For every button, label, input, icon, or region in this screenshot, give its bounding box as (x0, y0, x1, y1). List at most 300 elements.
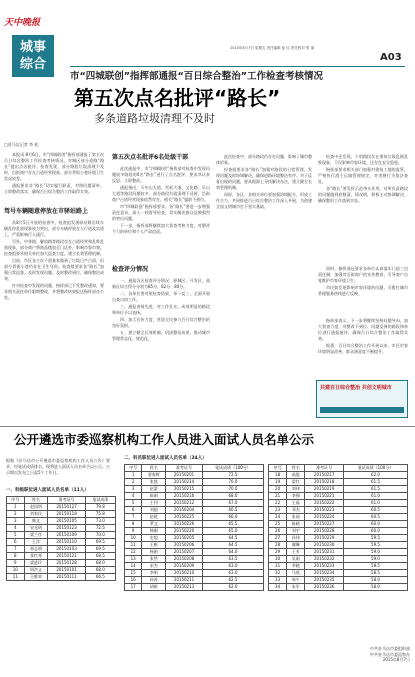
table-row (125, 521, 264, 528)
table-cell: 19 (269, 479, 287, 486)
col1-para: 另外，中华路、解放路等路段存在占道经营和乱堆乱放现象，部分商户将商品摆放至门店外，影响市容市貌。检查组要求相关单位加大巡查力度，建立长效管理机制。 (4, 239, 104, 256)
table-row (269, 479, 408, 486)
table-cell: 20150230 (305, 542, 344, 549)
table-cell: 32 (269, 570, 287, 577)
table-row (125, 577, 264, 584)
table-cell: 69.5 (85, 539, 115, 546)
table-cell: 20150223 (305, 507, 344, 514)
table-cell: 裴春辉 (142, 472, 166, 479)
table-cell: 韩刚 (142, 528, 166, 535)
table-cell: 梁进玲 (24, 560, 48, 567)
col2-body2 (112, 278, 210, 420)
table-cell: 20150201 (166, 472, 203, 479)
table-cell: 66.5 (85, 574, 115, 581)
table-cell: 6 (125, 507, 142, 514)
col5-para: 同时，指挥部还要求各单位认真落实门前三包责任制，加强对沿街商户的宣传教育，引导商户自觉维护市容环境卫生。 (318, 266, 408, 283)
table-cell: 66.5 (202, 507, 263, 514)
table-row (7, 539, 116, 546)
col2-subhead2: 检查评分情况 (112, 266, 149, 273)
page-number: A03 (380, 52, 402, 63)
col3-para: 同时，各区、各相关单位要加强协调配合，形成工作合力，共同推进百日综合整治工作深入开展，为创建全国文明城市打下坚实基础。 (216, 192, 312, 209)
table-cell: 10 (125, 535, 142, 542)
table-cell: 17 (125, 584, 142, 591)
table-cell: 刘超 (142, 507, 166, 514)
table-row (269, 486, 408, 493)
rule-top (70, 66, 405, 67)
table-cell: 1 (125, 472, 142, 479)
table-cell: 20150211 (166, 577, 203, 584)
table-cell: 20150204 (166, 507, 203, 514)
table-cell: 20150221 (305, 493, 344, 500)
table-cell: 20150210 (166, 570, 203, 577)
table2-col: 姓名 (142, 465, 166, 472)
table-cell: 20150225 (166, 514, 203, 521)
table-cell: 谢琳 (287, 542, 305, 549)
table-cell: 梁兰彦 (24, 532, 48, 539)
table-cell: 20150207 (166, 549, 203, 556)
table-row (7, 532, 116, 539)
table-cell: 3 (7, 518, 25, 525)
table-cell: 孙涛 (142, 577, 166, 584)
table-cell: 69.5 (85, 546, 115, 553)
bottom-right-para: 据悉，百日综合整治工作开展以来，市区市容环境明显改善，群众满意度不断提升。 (318, 343, 408, 354)
table-cell: 7 (125, 514, 142, 521)
table-cell: 宋杰 (142, 563, 166, 570)
table-cell: 20150121 (48, 553, 85, 560)
table1-col: 姓名 (24, 497, 48, 504)
logo: 天中晚报 (4, 18, 41, 28)
col1-body (4, 152, 104, 210)
table-cell: 70.0 (202, 486, 263, 493)
table-cell: 陈刚 (142, 493, 166, 500)
table-cell: 20150110 (48, 539, 85, 546)
table-cell: 26 (269, 528, 287, 535)
table-row (125, 528, 264, 535)
col2-para: 下一步，指挥部将继续加大督查考核力度，对整改不力的单位和个人严肃追责。 (112, 223, 210, 234)
table-cell: 72.5 (85, 525, 115, 532)
table-cell: 60.0 (344, 521, 408, 528)
table-cell: 63.5 (202, 556, 263, 563)
table-row (125, 507, 264, 514)
table-cell: 10 (7, 567, 25, 574)
table-cell: 胡新 (142, 584, 166, 591)
table-cell: 马欣 (287, 570, 305, 577)
table2-col: 序号 (269, 465, 287, 472)
table2-col: 笔试成绩（100分） (344, 465, 408, 472)
table-cell: 杨娟 (142, 549, 166, 556)
table-cell: 20150213 (166, 584, 203, 591)
table-row (7, 567, 116, 574)
table-cell: 64.5 (202, 542, 263, 549)
col1-para: 针对检查中发现的问题，指挥部已下发整改通知，要求相关责任单位限期整改，并将整改结果报送指挥部办公室。 (4, 283, 104, 300)
table-row (125, 535, 264, 542)
table-cell: 20150209 (166, 563, 203, 570)
table-cell: 59.0 (344, 556, 408, 563)
table-cell: 68.0 (85, 567, 115, 574)
table-cell: 3 (125, 486, 142, 493)
table-cell: 22 (269, 500, 287, 507)
table-cell: 20150217 (305, 472, 344, 479)
table-cell: 20150216 (166, 493, 203, 500)
table-cell: 20150235 (305, 577, 344, 584)
table-cell: 李明 (142, 570, 166, 577)
table-row (125, 542, 264, 549)
col1-para: 从8月5日开展的检查中，检查组发现驿站路沿线车辆乱停乱放现象较为突出，部分车辆停放在人行道及盲道上，严重影响行人通行。 (4, 220, 104, 237)
table-cell: 72.5 (202, 472, 263, 479)
table-cell: 61.0 (344, 493, 408, 500)
section-label: 城事综合 (19, 40, 46, 72)
table-cell: 2 (125, 479, 142, 486)
table-row (269, 563, 408, 570)
table-cell: 75.8 (85, 511, 115, 518)
table-cell: 27 (269, 535, 287, 542)
table-cell: 31 (269, 563, 287, 570)
table-cell: 韩文 (24, 518, 48, 525)
table-cell: 62.0 (344, 472, 408, 479)
table-cell: 20150111 (48, 574, 85, 581)
table-row (125, 549, 264, 556)
table2-header (125, 465, 264, 472)
table-cell: 63.0 (202, 570, 263, 577)
table-cell: 20150103 (48, 546, 85, 553)
table-cell: 20150215 (166, 486, 203, 493)
footer-sign-line: 中共驻马店市委组织部 (370, 646, 410, 651)
table-cell: 79.8 (85, 504, 115, 511)
table-row (269, 507, 408, 514)
table-cell: 68.5 (85, 553, 115, 560)
col2-para: 四、加大宣传力度，营造全民参与百日综合整治的良好氛围。 (112, 317, 210, 328)
table-cell: 70.0 (202, 479, 263, 486)
table-cell: 张红琴 (24, 553, 48, 560)
table-row (269, 521, 408, 528)
table-cell: 25 (269, 521, 287, 528)
table-row (269, 493, 408, 500)
table2-right (268, 464, 408, 591)
table-cell: 21 (269, 493, 287, 500)
table-row (7, 546, 116, 553)
table-cell: 刘伟 (287, 486, 305, 493)
table-cell: 58.5 (344, 570, 408, 577)
table-row (269, 549, 408, 556)
col3-para: 检查组要求各“路长”加强对路段的日常管理，发现问题及时协调解决，确保道路环境整洁有序。对于反复出现的问题，要从根源上寻找解决办法，建立健全长效管理机制。 (216, 167, 312, 190)
table-cell: 李强 (287, 493, 305, 500)
table-cell: 8 (7, 553, 25, 560)
table1-header (7, 497, 116, 504)
table-cell: 20150212 (166, 500, 203, 507)
section-box (12, 35, 54, 77)
table-cell: 梁红 (287, 479, 305, 486)
table-cell: 70.0 (85, 532, 115, 539)
col4-para: 指挥部要求相关部门加强对建筑工地的监管，严格执行渣土运输管理规定，对违规行为依法查处。 (318, 167, 408, 184)
col1-para: 通报要求各“路长”切实履行职责，对照问题清单，立即整改落实，确保百日综合整治工作取得实效。 (4, 183, 104, 194)
table-cell: 20150105 (48, 518, 85, 525)
table-cell: 20150228 (305, 528, 344, 535)
table-cell: 9 (7, 560, 25, 567)
table-row (125, 556, 264, 563)
table-row (7, 560, 116, 567)
table-row (125, 500, 264, 507)
table-cell: 28 (269, 542, 287, 549)
table-cell: 高俊 (287, 472, 305, 479)
table-cell: 65.5 (202, 521, 263, 528)
table-row (269, 570, 408, 577)
table-cell: 4 (125, 493, 142, 500)
table-cell: 16 (125, 577, 142, 584)
table-cell: 58.0 (344, 584, 408, 591)
notice-intro: 根据《驻马店市公开遴选市委巡察机构工作人员公告》要求，经笔试成绩排名，现将进入面试人员名单予以公示。公示期自发布之日起5个工作日。 (6, 458, 110, 475)
table-cell: 朱军 (287, 584, 305, 591)
table2-header (269, 465, 408, 472)
table-cell: 王芳 (287, 549, 305, 556)
table-row (269, 535, 408, 542)
table-cell: 18 (269, 472, 287, 479)
table-cell: 11 (125, 542, 142, 549)
table-cell: 59.5 (344, 535, 408, 542)
table2-col: 笔试成绩（100分） (202, 465, 263, 472)
table-cell: 20150222 (305, 500, 344, 507)
byline: □驻马店记者 李 松 (4, 142, 39, 147)
col2-para: 一、通报各区检查评分情况：驿城区、开发区、高新区综合得分分别为85分、82分、80分。 (112, 278, 210, 289)
table-cell: 张然 (142, 556, 166, 563)
table-row (125, 486, 264, 493)
table-cell: 张凯 (142, 479, 166, 486)
col3-body (216, 154, 312, 420)
col2-para: 二、各单位要对照检查结果，举一反三，全面开展自查自纠工作。 (112, 291, 210, 302)
table2-title: 二、科员职位进入面试人员名单（34人） (124, 456, 207, 461)
table-cell: 周平 (287, 577, 305, 584)
col1-subhead: 驾号车辆随意停放在市驿站路上 (4, 208, 89, 215)
col4-para: 各“路长”要发挥示范带头作用，对所负责路段的问题做到底数清、情况明，积极主动协调解决，确保整治工作落到实处。 (318, 186, 408, 203)
bottom-right-para: 指挥部表示，下一步将继续坚持问题导向，加大督查力度，对整改不到位、问题反弹的路段和单位进行通报批评，确保百日综合整治工作取得实效。 (318, 318, 408, 341)
table-cell: 15 (125, 570, 142, 577)
promo-banner (316, 380, 408, 418)
table-cell: 2 (7, 511, 25, 518)
table-cell: 58.5 (344, 563, 408, 570)
table-cell: 20150109 (48, 532, 85, 539)
table-cell: 29 (269, 549, 287, 556)
table-row (269, 514, 408, 521)
table-cell: 64.5 (202, 535, 263, 542)
table-cell: 陈晓 (287, 521, 305, 528)
table-row (269, 556, 408, 563)
table-cell: 5 (125, 500, 142, 507)
table-cell: 郭志朋 (24, 546, 48, 553)
table-row (269, 472, 408, 479)
headline-main: 第五次点名批评“路长” (74, 86, 281, 110)
col4-body (318, 154, 408, 264)
table-cell: 罗文 (142, 521, 166, 528)
table-cell: 13 (125, 556, 142, 563)
table2-left (124, 464, 264, 591)
table-cell: 李晓 (287, 563, 305, 570)
table1-col: 笔试成绩 (85, 497, 115, 504)
table-cell: 20150218 (305, 479, 344, 486)
table-cell: 61.0 (344, 500, 408, 507)
table-cell: 20150224 (305, 514, 344, 521)
table1-title: 一、科级职位进入面试人员名单（11人） (6, 488, 89, 493)
table-cell: 33 (269, 577, 287, 584)
section-divider (0, 426, 415, 427)
table-cell: 67.0 (202, 500, 263, 507)
col2-para: 通报指出，天中山大道、雪松大道、文化路、乐山大道等路段问题较多，部分路段垃圾清理不及时，沿街商户占道经营现象依然存在，相关“路长”履职不到位。 (112, 185, 210, 202)
table-row (125, 493, 264, 500)
headline-kicker: 市“四城联创”指挥部通报“百日综合整治”工作检查考核情况 (70, 71, 323, 82)
table-cell: 王洋 (24, 539, 48, 546)
table-cell: 59.0 (344, 549, 408, 556)
col2-para: 五、建立健全长效机制，巩固整治成果，推动城市管理常态化、规范化。 (112, 330, 210, 341)
table-cell: 65.0 (202, 528, 263, 535)
table-cell: 20150226 (166, 521, 203, 528)
table-cell: 赵国明 (24, 504, 48, 511)
table-cell: 王钊 (142, 500, 166, 507)
table-row (269, 542, 408, 549)
table-cell: 1 (7, 504, 25, 511)
table-cell: 61.5 (344, 479, 408, 486)
table2-col: 准考证号 (305, 465, 344, 472)
date-line: 2015年8月7日 星期五 责任编辑 崔 红 责任校对 张 丽 (230, 46, 315, 50)
col2-para: 此次通报中，市“四城联创”指挥部对检查中发现问题较多路段的6名“路长”进行了点名批评，要求其认真反思、立即整改。 (112, 166, 210, 183)
table1-col: 准考证号 (48, 497, 85, 504)
col1-para: 本报讯 8月6日，市“四城联创”指挥部通报了第五次百日综合整治工作检查考核情况，对城区部分道路“路长”提出点名批评。检查发现，部分路段垃圾清理不及时，沿街商户存在占道经营现象，部分背街小巷环境卫生状况较差。 (4, 152, 104, 181)
headline-2: 公开遴选市委巡察机构工作人员进入面试人员名单公示 (14, 432, 315, 447)
table-cell: 8 (125, 521, 142, 528)
table2-left-body (125, 472, 264, 591)
table-row (125, 570, 264, 577)
table-cell: 赵媛 (142, 514, 166, 521)
table-cell: 9 (125, 528, 142, 535)
table-cell: 宋光明 (24, 525, 48, 532)
table-cell: 20150229 (305, 535, 344, 542)
table1-col: 序号 (7, 497, 25, 504)
table-cell: 64.0 (202, 549, 263, 556)
table-cell: 邓杰 (287, 507, 305, 514)
col2-body (112, 166, 210, 262)
table-cell: 周洪义 (24, 567, 48, 574)
table-row (125, 472, 264, 479)
table-cell: 刘家民 (24, 511, 48, 518)
table-cell: 刘宇 (287, 528, 305, 535)
table-cell: 20150220 (166, 528, 203, 535)
table2-col: 姓名 (287, 465, 305, 472)
table-cell: 20150236 (305, 584, 344, 591)
table-cell: 王维荣 (24, 574, 48, 581)
table-cell: 20150123 (48, 525, 85, 532)
table-cell: 王彬 (142, 542, 166, 549)
col1-para: 目前，市区各主次干道基本做到了垃圾日产日清，但部分背街小巷仍存在卫生死角。检查组要求各“路长”加强日常巡查，及时发现问题、及时整改到位，确保整治成效。 (4, 258, 104, 281)
table-cell: 20150232 (305, 556, 344, 563)
footer-signature (330, 646, 410, 663)
table-row (269, 528, 408, 535)
table-row (7, 511, 116, 518)
table-row (7, 553, 116, 560)
table1-body (7, 504, 116, 581)
table-row (7, 525, 116, 532)
table-cell: 23 (269, 507, 287, 514)
table-row (7, 518, 116, 525)
table-cell: 60.0 (344, 528, 408, 535)
table-cell: 史超 (142, 535, 166, 542)
table-row (125, 514, 264, 521)
table-cell: 王磊 (287, 500, 305, 507)
table-cell: 20150233 (305, 563, 344, 570)
table-row (269, 584, 408, 591)
table-cell: 赵蒙 (142, 486, 166, 493)
table-cell: 20 (269, 486, 287, 493)
table-cell: 20150234 (305, 570, 344, 577)
table-cell: 34 (269, 584, 287, 591)
table-cell: 20150227 (305, 521, 344, 528)
table-cell: 20150214 (166, 479, 203, 486)
table-cell: 20150205 (166, 535, 203, 542)
footer-sign-line: 2015年8月7日 (382, 657, 410, 662)
table-row (7, 504, 116, 511)
table-cell: 6 (7, 539, 25, 546)
col4-para: 检查中还发现，个别路段存在建筑垃圾乱倒乱堆现象，不仅影响市容环境，还存在安全隐患。 (318, 154, 408, 165)
table1 (6, 496, 116, 581)
table-cell: 20150208 (166, 556, 203, 563)
masthead (4, 18, 66, 98)
table-cell: 张丽 (287, 514, 305, 521)
col5-body (318, 266, 408, 314)
table-cell: 20150118 (48, 511, 85, 518)
table2-right-body (269, 472, 408, 591)
table-cell: 吴刚 (287, 556, 305, 563)
table-cell: 11 (7, 574, 25, 581)
table-cell: 20150101 (48, 567, 85, 574)
table-cell: 24 (269, 514, 287, 521)
table-cell: 62.5 (202, 577, 263, 584)
table-cell: 60.5 (344, 507, 408, 514)
table-cell: 30 (269, 556, 287, 563)
table-cell: 20150219 (305, 486, 344, 493)
table-cell: 62.0 (202, 584, 263, 591)
table-cell: 58.0 (344, 577, 408, 584)
table-cell: 20150128 (48, 560, 85, 567)
headline-deck: 多条道路垃圾清理不及时 (94, 112, 215, 125)
table-row (125, 563, 264, 570)
table-cell: 66.0 (202, 514, 263, 521)
table-row (7, 574, 116, 581)
table2-col: 序号 (125, 465, 142, 472)
table-row (125, 479, 264, 486)
table-cell: 68.0 (202, 493, 263, 500)
col1-body2 (4, 220, 104, 420)
table-row (269, 500, 408, 507)
table-cell: 4 (7, 525, 25, 532)
table-cell: 73.0 (85, 518, 115, 525)
table-cell: 60.5 (344, 514, 408, 521)
col3-para: 此次检查中，部分路段仍存在问题，影响了城市整体形象。 (216, 154, 312, 165)
promo-text: 共建百日综合整治 共创文明城市 (320, 385, 392, 391)
promo-stripe (320, 407, 404, 413)
table-cell: 61.5 (344, 486, 408, 493)
table-cell: 5 (7, 532, 25, 539)
table-cell: 63.0 (202, 563, 263, 570)
table-cell: 12 (125, 549, 142, 556)
table-row (125, 584, 264, 591)
table-cell: 68.0 (85, 560, 115, 567)
col5-para: 市民如发现影响市容环境的问题，可拨打城市管理服务热线进行反映。 (318, 285, 408, 296)
table2-col: 准考证号 (166, 465, 203, 472)
table-row (269, 577, 408, 584)
table-cell: 孙伟 (287, 535, 305, 542)
table-cell: 20150206 (166, 542, 203, 549)
bottom-right-body (318, 318, 408, 376)
table-cell: 14 (125, 563, 142, 570)
col2-para: 市“四城联创”指挥部要求，各“路长”要进一步增强责任意识，深入一线督导检查，切实解决群众反映强烈的突出问题。 (112, 204, 210, 221)
col2-subhead: 第五次点名批评6名处级干部 (112, 154, 189, 161)
table-cell: 20150231 (305, 549, 344, 556)
